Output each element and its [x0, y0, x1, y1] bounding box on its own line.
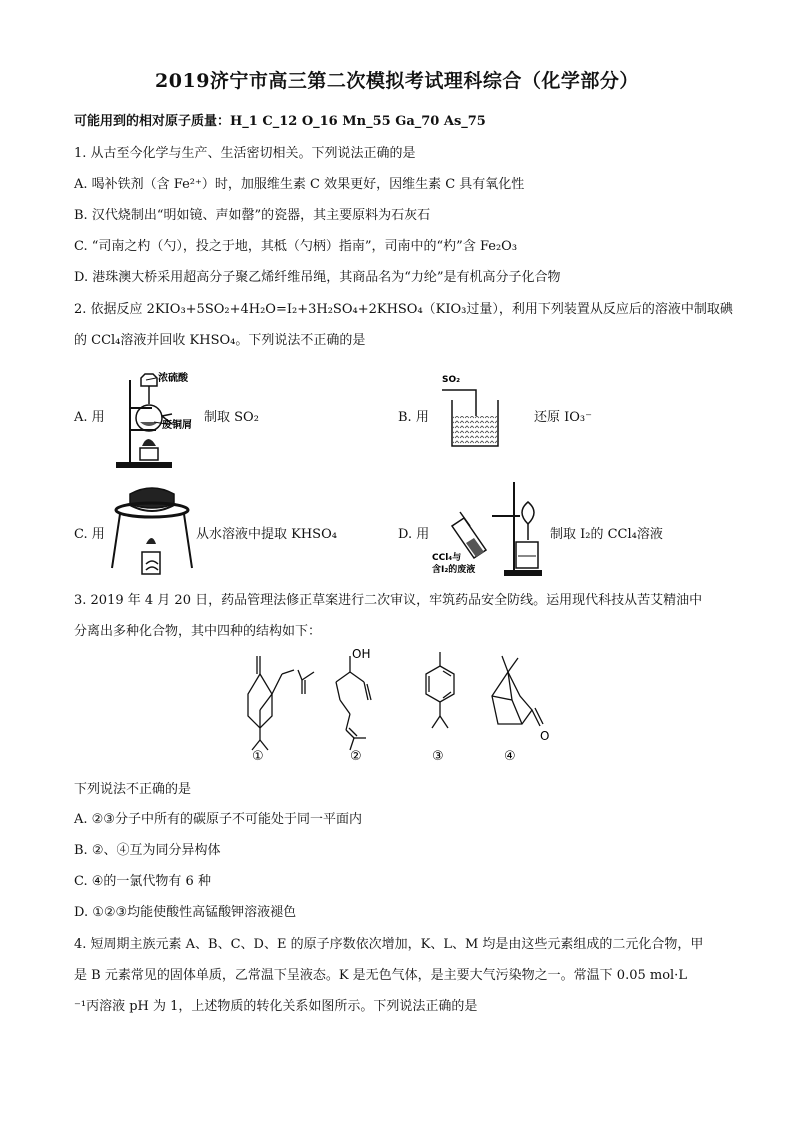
q2-option-a-suffix: 制取 SO₂: [204, 410, 259, 425]
ccl4-label: CCl₄与: [432, 553, 462, 563]
structure-2-label: ②: [350, 749, 362, 764]
q2-stem-line1: 2. 依据反应 2KIO₃+5SO₂+4H₂O=I₂+3H₂SO₄+2KHSO₄（KIO₃过量），利用下列装置从反应后的溶液中制取碘: [74, 302, 733, 317]
separatory-funnel-apparatus: [430, 478, 542, 580]
evaporating-dish-apparatus: [108, 480, 194, 580]
page-title: 2019济宁市高三第二次模拟考试理科综合（化学部分）: [155, 70, 639, 92]
q3-option-d: D. ①②③均能使酸性高锰酸钾溶液褪色: [74, 905, 297, 920]
so2-generator-apparatus: [108, 368, 204, 470]
four-structures-figure: [222, 644, 562, 764]
q4-stem-line2: 是 B 元素常见的固体单质，乙常温下呈液态。K 是无色气体，是主要大气污染物之一。常温下 0.05 mol·L: [74, 968, 687, 983]
structure-4-label: ④: [504, 749, 516, 764]
q1-stem: 1. 从古至今化学与生产、生活密切相关。下列说法正确的是: [74, 146, 416, 161]
conc-sulfuric-acid-label: 浓硫酸: [158, 373, 188, 384]
structure-3-label: ③: [432, 749, 444, 764]
q2-option-b-prefix: B. 用: [398, 410, 429, 425]
structure-1-label: ①: [252, 749, 264, 764]
q3-stem-line2: 分离出多种化合物，其中四种的结构如下：: [74, 624, 322, 639]
q4-stem-line1: 4. 短周期主族元素 A、B、C、D、E 的原子序数依次增加，K、L、M 均是由这些元素组成的二元化合物，甲: [74, 937, 704, 952]
q1-option-a: A. 喝补铁剂（含 Fe²⁺）时，加服维生素 C 效果更好，因维生素 C 具有氧化性: [74, 177, 525, 192]
scrap-copper-label: 废铜屑: [162, 420, 192, 431]
q2-option-c-suffix: 从水溶液中提取 KHSO₄: [196, 527, 337, 542]
q3-question: 下列说法不正确的是: [74, 782, 192, 797]
q1-option-d: D. 港珠澳大桥采用超高分子聚乙烯纤维吊绳，其商品名为“力纶”是有机高分子化合物: [74, 270, 561, 285]
q2-option-b-suffix: 还原 IO₃⁻: [534, 410, 592, 425]
q3-option-c: C. ④的一氯代物有 6 种: [74, 874, 211, 889]
atomic-masses: 可能用到的相对原子质量：H_1 C_12 O_16 Mn_55 Ga_70 As_75: [74, 114, 486, 129]
q4-stem-line3: ⁻¹丙溶液 pH 为 1，上述物质的转化关系如图所示。下列说法正确的是: [74, 999, 478, 1014]
q2-option-d-prefix: D. 用: [398, 527, 430, 542]
q2-option-d-suffix: 制取 I₂的 CCl₄溶液: [550, 527, 663, 542]
q2-option-c-prefix: C. 用: [74, 527, 105, 542]
q3-option-b: B. ②、④互为同分异构体: [74, 843, 221, 858]
so2-bubbling-beaker: [440, 370, 510, 456]
q3-stem-line1: 3. 2019 年 4 月 20 日，药品管理法修正草案进行二次审议，牢筑药品安全防线。运用现代科技从苦艾精油中: [74, 593, 703, 608]
q1-option-c: C. “司南之杓（勺），投之于地，其柢（勺柄）指南”，司南中的“杓”含 Fe₂O₃: [74, 239, 518, 254]
so2-label: SO₂: [442, 375, 461, 385]
q2-stem-line2: 的 CCl₄溶液并回收 KHSO₄。下列说法不正确的是: [74, 333, 366, 348]
oh-label: OH: [352, 647, 371, 661]
iodine-waste-label: 含I₂的废液: [432, 565, 476, 575]
q3-option-a: A. ②③分子中所有的碳原子不可能处于同一平面内: [74, 812, 362, 827]
q2-option-a-prefix: A. 用: [74, 410, 105, 425]
q1-option-b: B. 汉代烧制出“明如镜、声如罄”的瓷器，其主要原料为石灰石: [74, 208, 431, 223]
ketone-o-label: O: [540, 729, 550, 743]
